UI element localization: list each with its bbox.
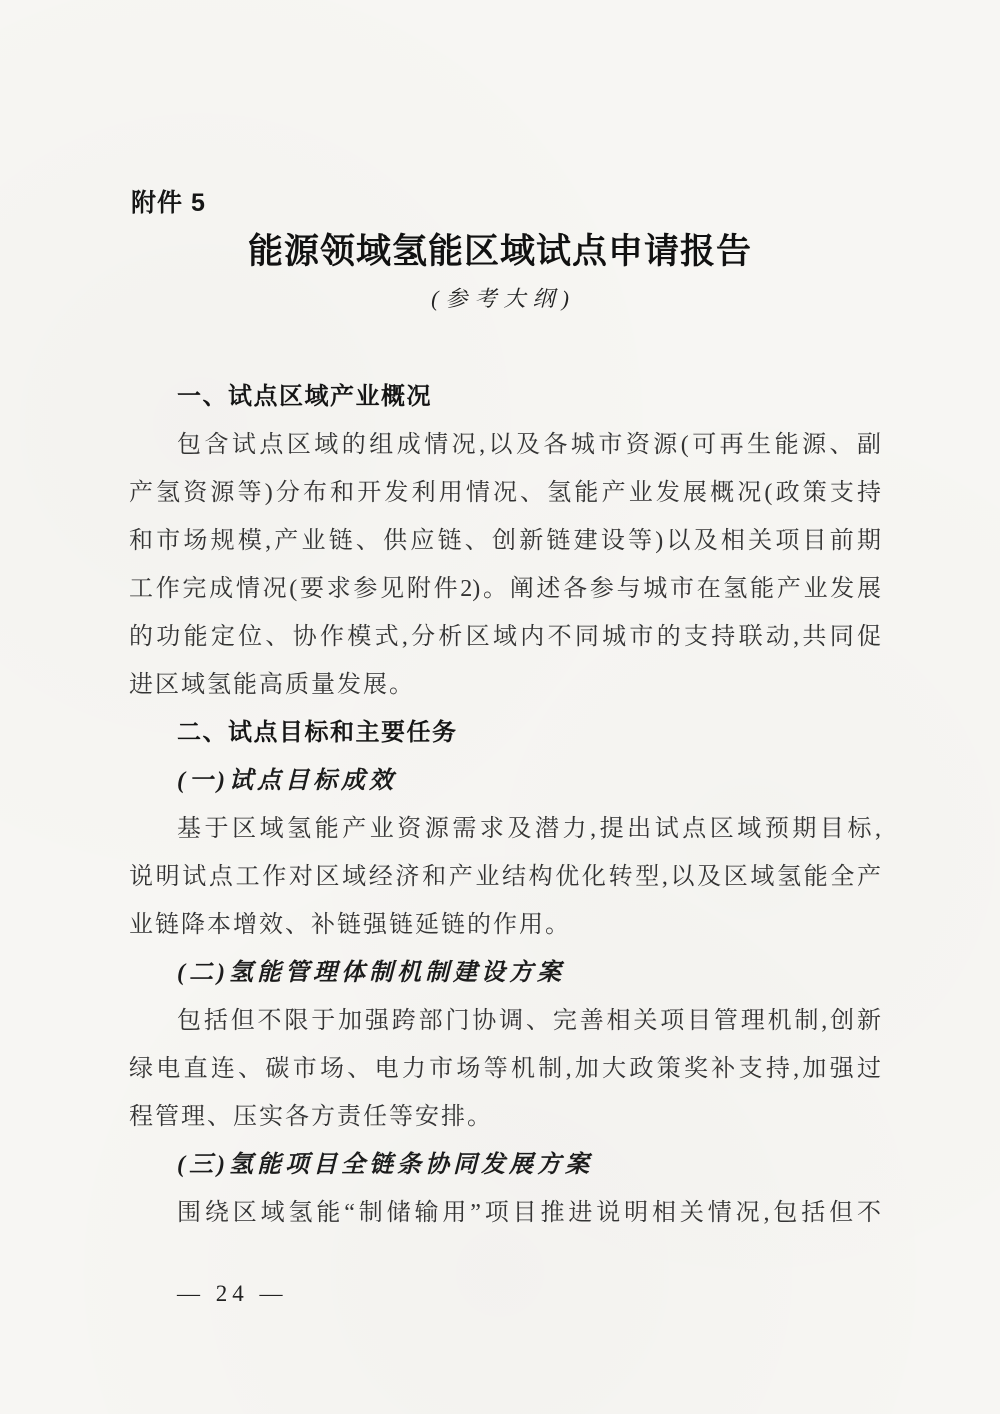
paragraph-line: 的功能定位、协作模式,分析区域内不同城市的支持联动,共同促 [129, 624, 881, 650]
paragraph-line: 包括但不限于加强跨部门协调、完善相关项目管理机制,创新 [177, 1008, 881, 1034]
document-title: 能源领域氢能区域试点申请报告 [247, 232, 752, 271]
subsection-heading-2: (二)氢能管理体制机制建设方案 [177, 960, 565, 986]
paragraph-line: 包含试点区域的组成情况,以及各城市资源(可再生能源、副 [177, 432, 881, 458]
subsection-heading-3: (三)氢能项目全链条协同发展方案 [177, 1152, 593, 1178]
section-heading-2: 二、试点目标和主要任务 [177, 719, 458, 746]
paragraph-line: 进区域氢能高质量发展。 [129, 672, 415, 698]
paragraph-line: 绿电直连、碳市场、电力市场等机制,加大政策奖补支持,加强过 [129, 1056, 881, 1082]
section-heading-1: 一、试点区域产业概况 [177, 383, 432, 410]
page-number: — 24 — [177, 1281, 288, 1306]
paragraph-line: 程管理、压实各方责任等安排。 [129, 1104, 493, 1130]
paragraph-line: 业链降本增效、补链强链延链的作用。 [129, 912, 571, 938]
paragraph-line: 围绕区域氢能“制储输用”项目推进说明相关情况,包括但不 [177, 1200, 881, 1226]
paragraph-line: 说明试点工作对区域经济和产业结构优化转型,以及区域氢能全产 [129, 864, 881, 890]
attachment-label: 附件 5 [131, 189, 206, 217]
document-body [129, 373, 881, 1237]
paragraph-line: 和市场规模,产业链、供应链、创新链建设等)以及相关项目前期 [129, 528, 881, 554]
paragraph-line: 基于区域氢能产业资源需求及潜力,提出试点区域预期目标, [177, 816, 881, 842]
paragraph-line: 产氢资源等)分布和开发利用情况、氢能产业发展概况(政策支持 [129, 480, 881, 506]
document-subtitle: (参考大纲) [431, 286, 576, 311]
paragraph-line: 工作完成情况(要求参见附件2)。阐述各参与城市在氢能产业发展 [129, 576, 881, 602]
subsection-heading-1: (一)试点目标成效 [177, 768, 397, 794]
